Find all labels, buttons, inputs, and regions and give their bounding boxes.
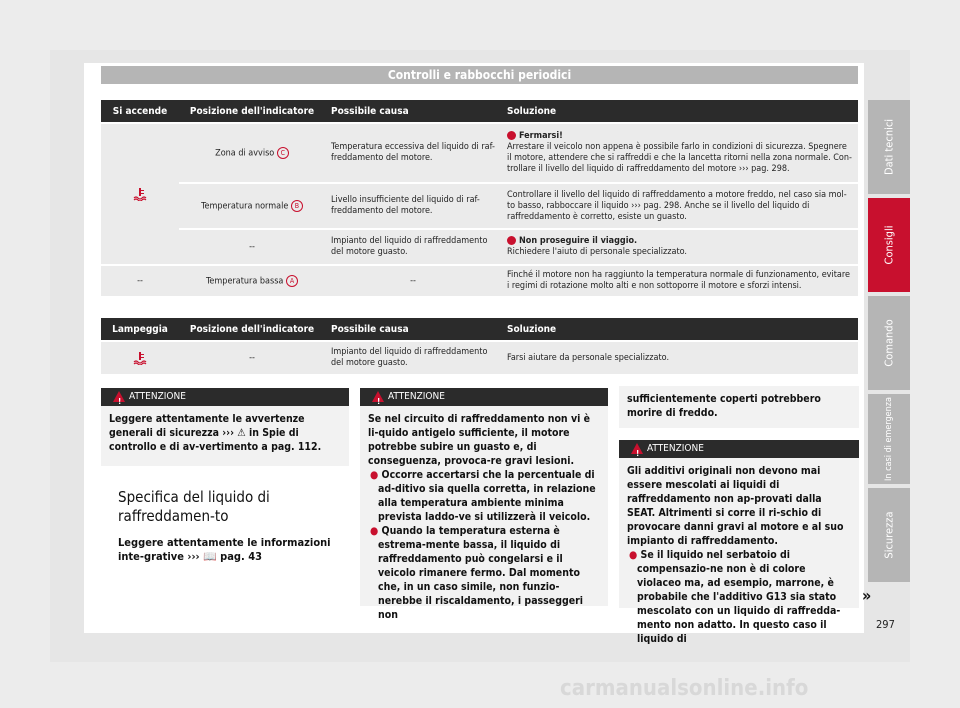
tab-label: Consigli: [882, 225, 896, 265]
indicator-position: --: [179, 230, 325, 264]
bullet-text: Occorre accertarsi che la percentuale di ad-ditivo sia quella corretta, in relazione alla temperatura ambiente minima prevista laddo-ve si utilizzerà il veicolo.: [378, 469, 596, 523]
solution: Farsi aiutare da personale specializzato.: [501, 342, 858, 374]
warning-bullet: ● Occorre accertarsi che la percentuale di ad-ditivo sia quella corretta, in relazione alla temperatura ambiente minima prevista laddo-ve si utilizzerà il veicolo.: [370, 469, 596, 523]
warning-box-additives: [619, 440, 859, 645]
warning-body: [360, 406, 608, 628]
solution: Controllare il livello del liquido di raffreddamento a motore freddo, nel caso sia mol-to basso, rabboccare il liquido ››› pag. 298. Anche se il livello del liquido di raffreddamento è corretto, esiste un guasto.: [501, 184, 858, 228]
possible-cause: Livello insufficiente del liquido di raf-freddamento del motore.: [325, 184, 501, 228]
position-marker: A: [286, 275, 298, 287]
tab-label: Dati tecnici: [882, 118, 896, 176]
table-header-row: [101, 100, 858, 122]
indicator-position: [179, 266, 325, 296]
bullet-text: Se il liquido nel serbatoio di compensazio-ne non è di colore violaceo ma, ad esempio, marrone, è probabile che l'additivo G13 sia stato mescolato con un liquido di raffredda-mento non adatto. In questo caso il liquido di: [637, 549, 841, 645]
solution-title: Fermarsi!: [519, 131, 563, 141]
tab-dati-tecnici[interactable]: [868, 100, 910, 194]
coolant-temperature-icon: [133, 187, 147, 201]
table-header-row: [101, 318, 858, 340]
position-label: Temperatura bassa: [206, 276, 284, 287]
warning-text: Gli additivi originali non devono mai essere mescolati ai liquidi di raffreddamento non ap-provati dalla SEAT. Altrimenti si corre il ri-schio di provocare danni gravi al motore e al suo impianto di raffreddamento.: [627, 465, 844, 547]
solution: [501, 230, 858, 264]
table-row: [101, 230, 858, 264]
indicator-table-flashing: [101, 316, 858, 376]
coolant-warning-icon-cell: [101, 124, 179, 264]
possible-cause: Temperatura eccessiva del liquido di raf-freddamento del motore.: [325, 124, 501, 182]
tab-sicurezza[interactable]: [868, 488, 910, 582]
warning-box-general: [101, 388, 349, 466]
warning-text: Se nel circuito di raffreddamento non vi è li-quido antigelo sufficiente, il motore potrebbe subire un guasto e, di conseguenza, provoca-re gravi lesioni.: [368, 413, 591, 467]
stop-icon: [507, 236, 516, 245]
col-header: Possibile causa: [325, 318, 501, 340]
coolant-temperature-icon: [133, 351, 147, 365]
col-header: Si accende: [101, 100, 179, 122]
continue-arrow-icon: »: [862, 586, 872, 605]
warning-title: ATTENZIONE: [647, 443, 704, 454]
warning-bullet: ● Quando la temperatura esterna è estrema-mente bassa, il liquido di raffreddamento può congelarsi e il veicolo rimanere fermo. Dal momento che, in un caso simile, non funzio-nerebbe il riscaldamento, i passeggeri non: [370, 525, 584, 621]
warning-header: [360, 388, 608, 406]
indicator-position: [179, 184, 325, 228]
col-header: Lampeggia: [101, 318, 179, 340]
warning-title: ATTENZIONE: [388, 391, 445, 402]
col-header: Soluzione: [501, 100, 858, 122]
table-row: [101, 266, 858, 296]
tab-label: In casi di emergenza: [884, 397, 894, 481]
warning-body: [101, 406, 349, 460]
possible-cause: Impianto del liquido di raffreddamento del motore guasto.: [325, 342, 501, 374]
continuation-text: sufficientemente coperti potrebbero morire di freddo.: [627, 393, 821, 419]
table-row: [101, 184, 858, 228]
warning-continuation: [619, 386, 859, 428]
tab-consigli[interactable]: [868, 198, 910, 292]
warning-box-antifreeze: [360, 388, 608, 621]
section-body: Leggere attentamente le informazioni inte-grative ››› 📖 pag. 43: [118, 536, 331, 563]
page-number: 297: [876, 618, 895, 631]
solution: [501, 124, 858, 182]
coolant-warning-icon-cell: [101, 342, 179, 374]
position-label: Temperatura normale: [201, 201, 289, 212]
table-row: [101, 124, 858, 182]
col-header: Posizione dell'indicatore: [179, 318, 325, 340]
warning-bullet: ● Se il liquido nel serbatoio di compensazio-ne non è di colore violaceo ma, ad esempio, marrone, è probabile che l'additivo G13 sia stato mescolato con un liquido di raffredda-mento non adatto. In questo caso il liquido di: [629, 549, 841, 645]
position-label: Zona di avviso: [215, 148, 275, 159]
position-marker: C: [277, 147, 289, 159]
warning-body: [619, 458, 859, 652]
tab-emergenza[interactable]: [868, 394, 910, 484]
indicator-position: [179, 124, 325, 182]
lit-cell: --: [101, 266, 179, 296]
tab-comando[interactable]: [868, 296, 910, 390]
bullet-text: Quando la temperatura esterna è estrema-mente bassa, il liquido di raffreddamento può congelarsi e il veicolo rimanere fermo. Dal momento che, in un caso simile, non funzio-nerebbe il riscaldamento, i passeggeri non: [378, 525, 584, 621]
indicator-table-lit: [101, 98, 858, 298]
solution-text: Arrestare il veicolo non appena è possibile farlo in condizioni di sicurezza. Spegnere il motore, attendere che si raffreddi e che la lancetta ritorni nella zona normale. Con-trollare il livello del liquido di raffreddamento del motore ››› pag. 298.: [507, 142, 852, 174]
warning-header: [619, 440, 859, 458]
stop-icon: [507, 131, 516, 140]
warning-title: ATTENZIONE: [129, 391, 186, 402]
solution-text: Richiedere l'aiuto di personale specializzato.: [507, 247, 688, 257]
tab-label: Comando: [882, 319, 896, 367]
section-heading: Specifica del liquido di raffreddamen-to: [118, 488, 270, 525]
col-header: Posizione dell'indicatore: [179, 100, 325, 122]
warning-triangle-icon: !: [631, 443, 643, 454]
col-header: Soluzione: [501, 318, 858, 340]
warning-text: Leggere attentamente le avvertenze generali di sicurezza ››› ⚠ in Spie di controllo e di av-vertimento a pag. 112.: [109, 413, 322, 453]
possible-cause: --: [325, 266, 501, 296]
warning-header: [101, 388, 349, 406]
position-marker: B: [291, 200, 303, 212]
col-header: Possibile causa: [325, 100, 501, 122]
solution-title: Non proseguire il viaggio.: [519, 236, 638, 246]
warning-triangle-icon: !: [372, 391, 384, 402]
page-title: Controlli e rabbocchi periodici: [101, 66, 858, 84]
tab-label: Sicurezza: [882, 511, 896, 559]
watermark: carmanualsonline.info: [560, 676, 809, 701]
indicator-position: --: [179, 342, 325, 374]
warning-triangle-icon: !: [113, 391, 125, 402]
table-row: [101, 342, 858, 374]
solution: Finché il motore non ha raggiunto la temperatura normale di funzionamento, evitare i regimi di rotazione molto alti e non sottoporre il motore e sforzi intensi.: [501, 266, 858, 296]
possible-cause: Impianto del liquido di raffreddamento del motore guasto.: [325, 230, 501, 264]
